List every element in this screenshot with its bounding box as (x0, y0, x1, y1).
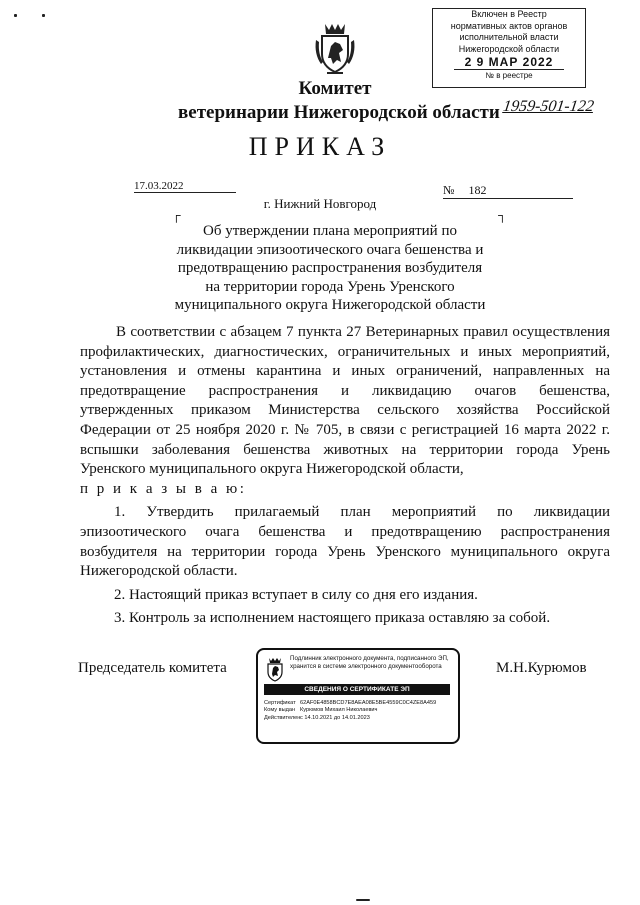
document-city: г. Нижний Новгород (263, 196, 377, 211)
cert-value: 62AF0E4858BCD7E8AEA08E5BE4559C0C4ZE8A459 (300, 700, 437, 706)
e-signature-stamp (256, 648, 460, 744)
owner-row (264, 707, 452, 714)
e-signature-header: СВЕДЕНИЯ О СЕРТИФИКАТЕ ЭП (264, 684, 450, 695)
document-date-value: 17.03.2022 (134, 180, 184, 192)
organization-name: Комитет (298, 78, 372, 99)
document-subject (160, 222, 500, 315)
stamp-note: № в реестре (485, 70, 533, 80)
preamble: В соответствии с абзацем 7 пункта 27 Ветеринарных правил осуществления профилактических, диагностических, ограничительных и иных мероприятий, установления и отмены карантина и иных ограничений, направленных на предотвращение распространения и ликвидацию очагов бешенства, утвержденных приказом Министерства сельского хозяйства Российской Федерации от 25 ноября 2020 г. № 705, в связи с регистрацией 16 марта 2022 г. вспышки заболевания бешенства животных на территории города Урень Уренского муниципального округа Нижегородской области, (80, 324, 610, 478)
subject-line: на территории города Урень Уренского (205, 278, 455, 295)
stamp-date: 2 9 МАР 2022 (464, 55, 554, 69)
stamp-line: Включен в Реестр (471, 9, 547, 19)
e-signature-note (290, 655, 452, 670)
stamp-line: нормативных актов органов (450, 20, 568, 31)
cert-row (264, 700, 452, 707)
document-body (80, 323, 610, 629)
scan-speck (356, 899, 370, 901)
subject-line: предотвращению распространения возбудителя (177, 260, 483, 276)
document-date (134, 180, 236, 193)
registry-stamp (432, 8, 586, 88)
number-prefix: № (443, 183, 455, 197)
order-word: п р и к а з ы в а ю: (80, 480, 247, 497)
owner-label: Кому выдан (264, 707, 296, 714)
scan-speck (42, 14, 45, 17)
organization-name-line2: ветеринарии Нижегородской области (178, 102, 500, 123)
stamp-line: Нижегородской области (458, 43, 560, 54)
cert-label: Сертификат (264, 700, 296, 706)
coat-of-arms-icon (313, 20, 357, 76)
e-signature-note-line: Подлинник электронного документа, подписанного ЭП, (290, 655, 449, 662)
signer-name: М.Н.Курюмов (496, 660, 587, 676)
order-item: 3. Контроль за исполнением настоящего приказа оставляю за собой. (114, 610, 551, 627)
order-item: 2. Настоящий приказ вступает в силу со дня его издания. (114, 586, 478, 603)
corner-mark-left: ┌ (172, 208, 181, 222)
valid-value: с 14.10.2021 до 14.01.2023 (300, 714, 370, 721)
subject-line: Об утверждении плана мероприятий по (202, 223, 457, 239)
e-signature-details (264, 700, 452, 722)
order-item: 1. Утвердить прилагаемый план мероприятий по ликвидации эпизоотического очага бешенства и предотвращению распространения возбудителя на территории города Урень Уренского муниципального округа Нижегородской области. (80, 504, 610, 580)
valid-label: Действителен (264, 714, 301, 721)
subject-line: ликвидации эпизоотического очага бешенства и (176, 241, 484, 258)
registration-number: 1959-501-122 (501, 98, 595, 115)
stamp-line: исполнительной власти (459, 32, 559, 42)
subject-line: муниципального округа Нижегородской области (174, 297, 486, 313)
e-signature-note-line: хранится в системе электронного документооборота (290, 662, 442, 670)
number-value: 182 (468, 183, 487, 197)
document-title: ПРИКАЗ (248, 132, 392, 161)
valid-row (264, 715, 452, 722)
signer-title: Председатель комитета (78, 660, 227, 676)
corner-mark-right: ┐ (498, 208, 507, 222)
scan-speck (14, 14, 17, 17)
coat-of-arms-icon (264, 656, 286, 682)
owner-value: Курюмов Михаил Николаевич (300, 707, 378, 714)
